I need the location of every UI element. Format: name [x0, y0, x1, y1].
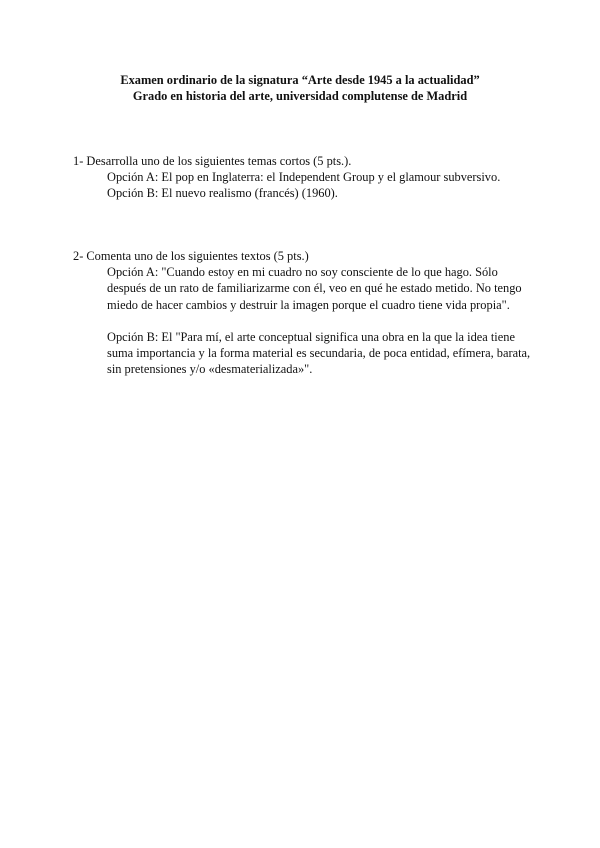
question-1-option-b [107, 185, 527, 201]
option-text-line: sin pretensiones y/o «desmaterializada»". [107, 362, 313, 377]
exam-title: Examen ordinario de la signatura “Arte desde 1945 a la actualidad” [120, 73, 480, 87]
question-2-title: 2- Comenta uno de los siguientes textos (5 pts.) [73, 249, 309, 263]
exam-header [0, 73, 600, 104]
option-text-line: Opción A: El pop en Inglaterra: el Independent Group y el glamour subversivo. [107, 170, 501, 185]
question-1-title: 1- Desarrolla uno de los siguientes temas cortos (5 pts.). [73, 154, 352, 168]
option-text-line: después de un rato de familiarizarme con él, veo en qué he estado metido. No tengo [107, 281, 522, 296]
option-spacer [73, 313, 533, 329]
option-text-line: Opción B: El nuevo realismo (francés) (1960). [107, 186, 338, 201]
question-2 [73, 248, 533, 377]
question-1-option-a [107, 169, 527, 185]
option-text-line: Opción A: "Cuando estoy en mi cuadro no soy consciente de lo que hago. Sólo [107, 265, 498, 280]
option-text-line: Opción B: El "Para mí, el arte conceptual significa una obra en la que la idea tiene [107, 329, 515, 344]
option-text-line: suma importancia y la forma material es secundaria, de poca entidad, efímera, barata, [107, 346, 531, 361]
question-2-option-b [107, 329, 531, 378]
question-1 [73, 153, 533, 202]
option-text-line: miedo de hacer cambios y destruir la imagen porque el cuadro tiene vida propia". [107, 297, 510, 312]
exam-subtitle: Grado en historia del arte, universidad complutense de Madrid [132, 88, 468, 103]
question-2-option-a [107, 264, 527, 313]
